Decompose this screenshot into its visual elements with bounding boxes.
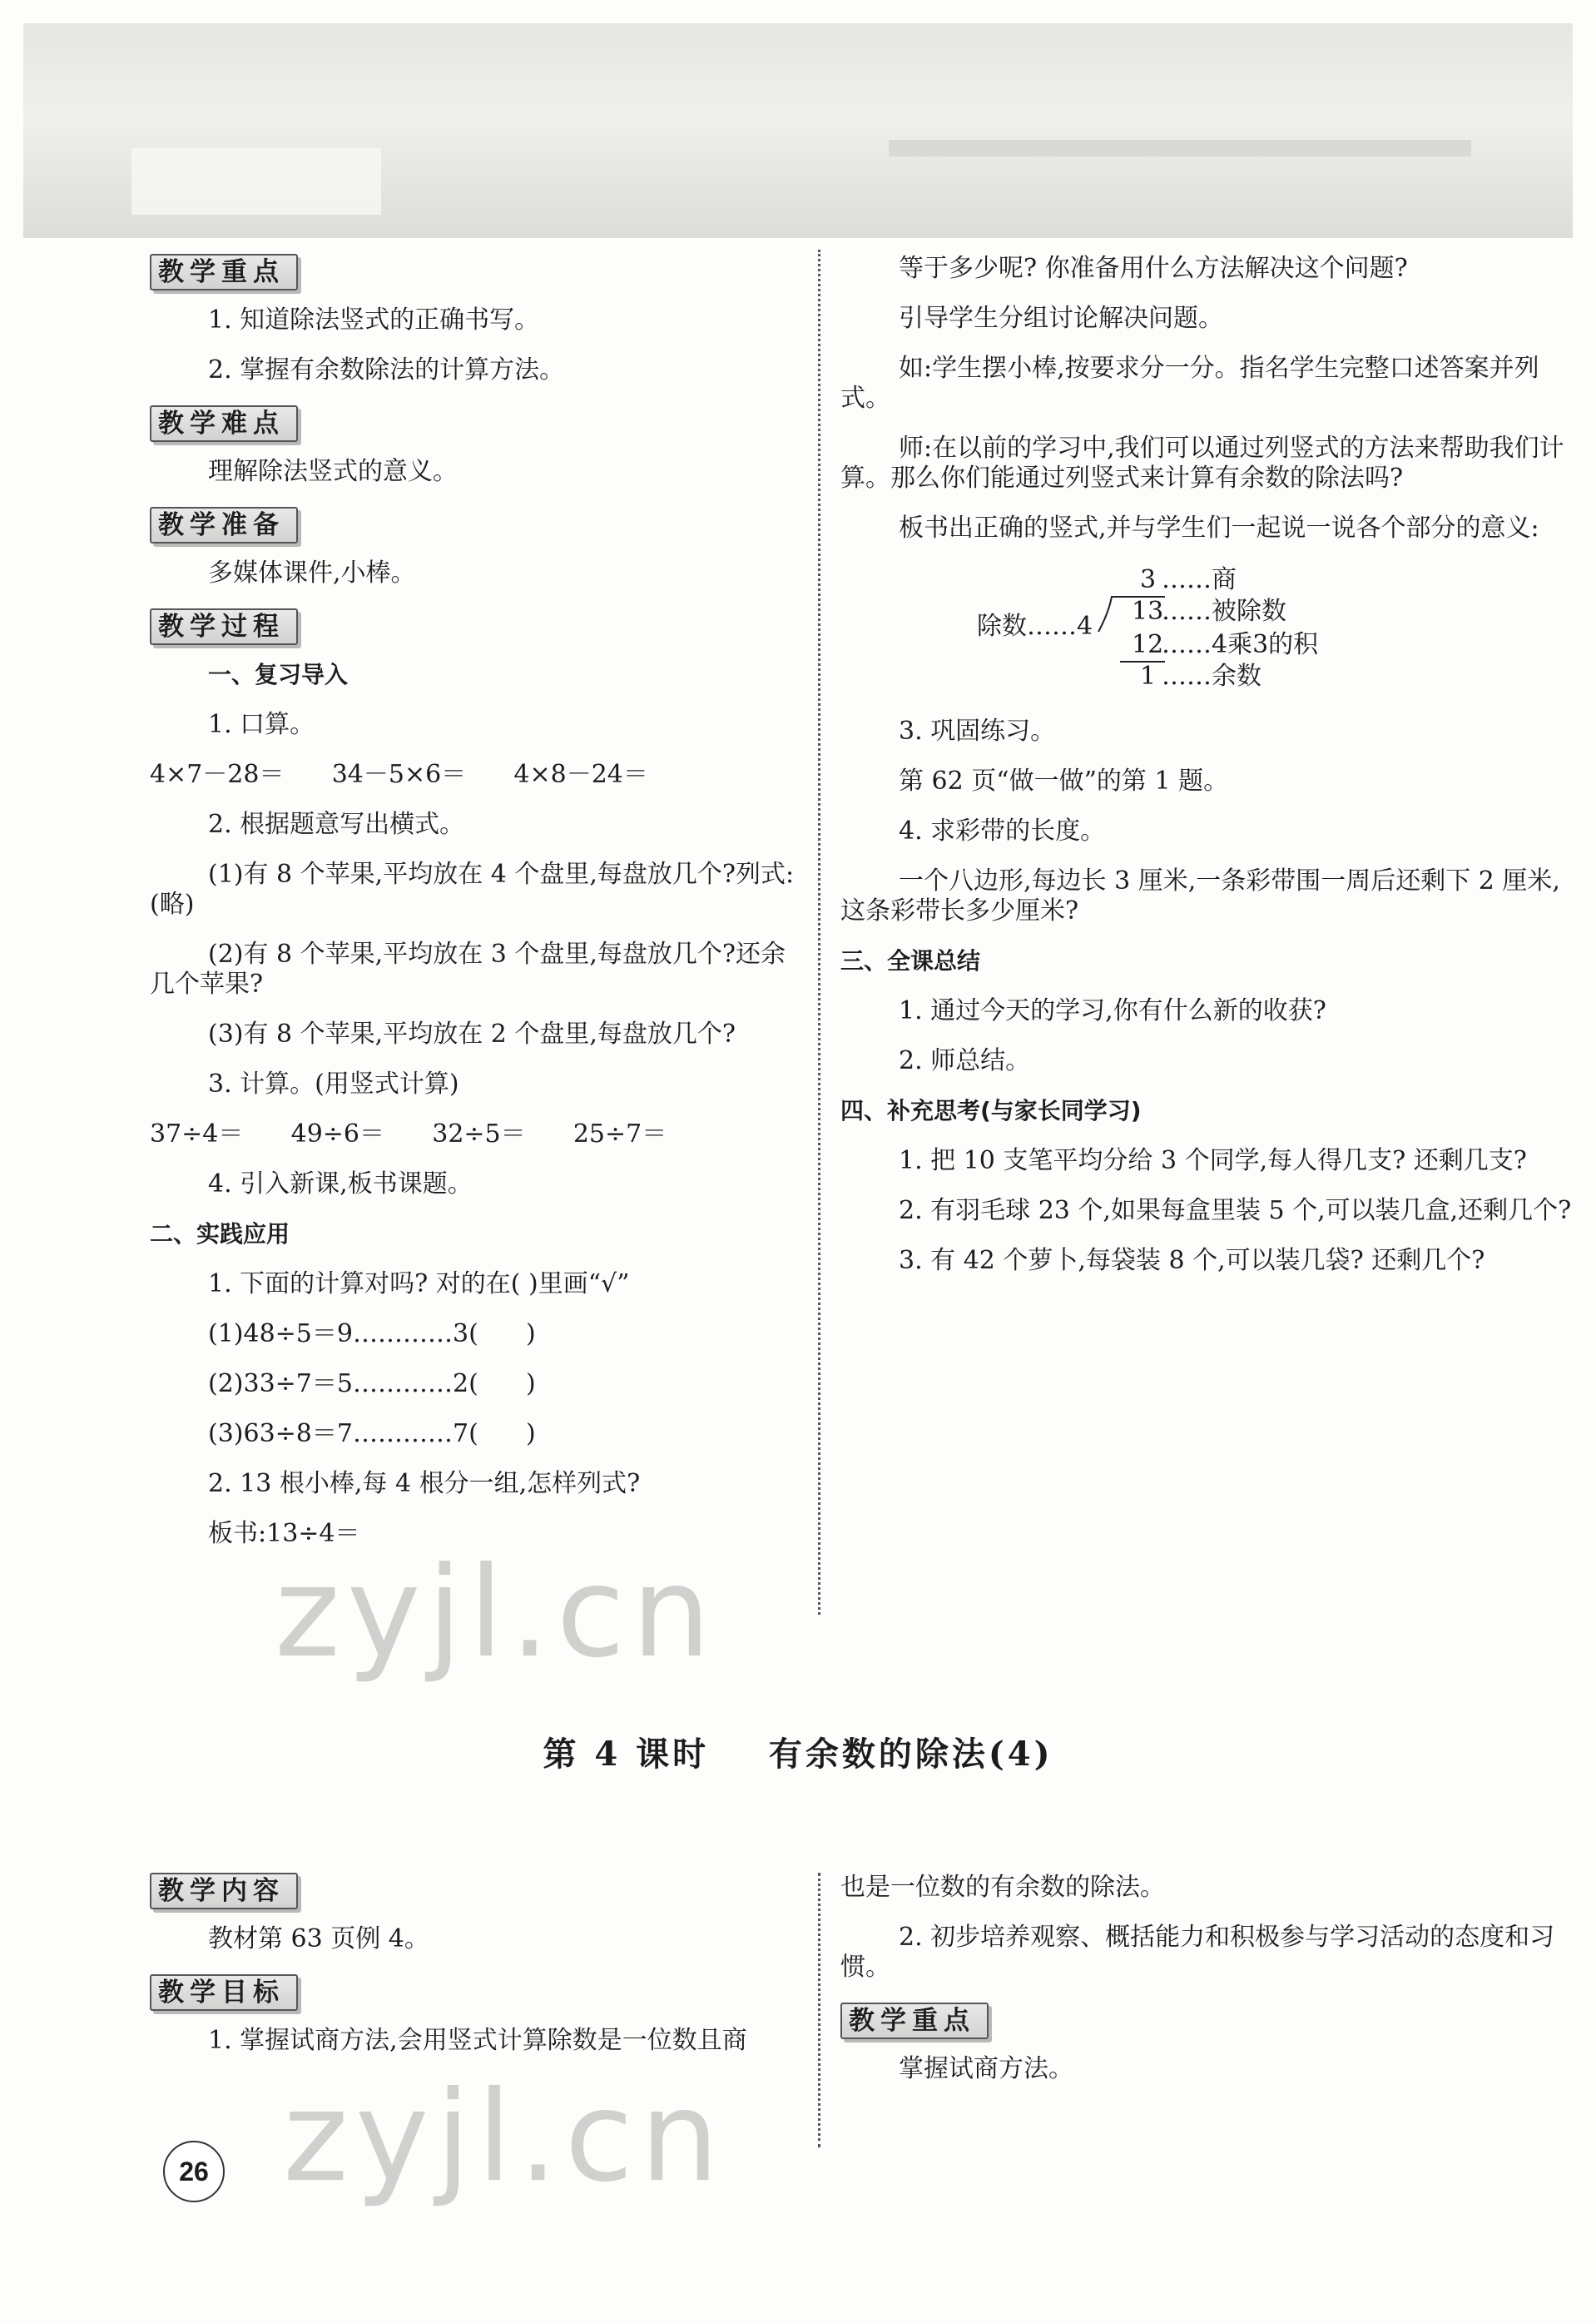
question-2: (2)有 8 个苹果,平均放在 3 个盘里,每盘放几个?还余几个苹果? — [150, 940, 786, 999]
check-item-2: (2)33÷7＝5…………2( ) — [208, 1369, 536, 1398]
right-column-top — [840, 254, 1581, 1296]
left-column-top — [150, 254, 799, 1569]
heading-teaching-preparation: 教学准备 — [150, 507, 298, 544]
column-divider-top — [818, 250, 820, 1615]
lesson-title: 第 4 课时 有余数的除法(4) — [543, 1735, 1053, 1774]
heading-teaching-process: 教学过程 — [150, 608, 298, 645]
step-new-lesson: 4. 引入新课,板书课题。 — [208, 1169, 473, 1199]
goal-item-1-continued: 也是一位数的有余数的除法。 — [840, 1873, 1165, 1902]
heading-teaching-focus: 教学重点 — [150, 254, 298, 290]
header-banner — [23, 23, 1573, 238]
banner-logo-mark — [131, 148, 381, 215]
dividend-label: ……被除数 — [1162, 597, 1286, 626]
check-item-1: (1)48÷5＝9…………3( ) — [208, 1319, 536, 1348]
section-extra-thinking: 四、补充思考(与家长同学习) — [840, 1097, 1142, 1124]
step-mental-math: 1. 口算。 — [208, 710, 315, 739]
content-text: 教材第 63 页例 4。 — [208, 1924, 429, 1953]
right-para-7: 第 62 页“做一做”的第 1 题。 — [899, 767, 1229, 796]
sticks-question: 2. 13 根小棒,每 4 根分一组,怎样列式? — [208, 1469, 641, 1498]
dividend: 13 — [1132, 597, 1164, 626]
product-label: ……4乘3的积 — [1162, 630, 1319, 659]
column-divider-bottom — [818, 1873, 820, 2147]
check-item-3: (3)63÷8＝7…………7( ) — [208, 1419, 536, 1448]
right-para-8: 4. 求彩带的长度。 — [899, 817, 1106, 846]
divisor-label: 除数……4 — [977, 612, 1093, 641]
right-para-1: 等于多少呢? 你准备用什么方法解决这个问题? — [899, 254, 1408, 283]
board-writing: 板书:13÷4＝ — [208, 1519, 360, 1548]
right-para-4: 师:在以前的学习中,我们可以通过列竖式的方法来帮助我们计算。那么你们能通过列竖式来计算有余数的除法吗? — [840, 434, 1564, 493]
product: 12 — [1132, 630, 1164, 659]
right-para-2: 引导学生分组讨论解决问题。 — [899, 304, 1223, 333]
section-summary: 三、全课总结 — [840, 947, 981, 975]
right-para-9: 一个八边形,每边长 3 厘米,一条彩带围一周后还剩下 2 厘米,这条彩带长多少厘米? — [840, 866, 1560, 926]
goal-item-2: 2. 初步培养观察、概括能力和积极参与学习活动的态度和习惯。 — [840, 1923, 1555, 1982]
focus-text-2: 掌握试商方法。 — [899, 2054, 1073, 2083]
difficulty-text: 理解除法竖式的意义。 — [208, 457, 458, 486]
banner-stripe — [889, 140, 1471, 156]
left-column-bottom — [150, 1873, 799, 2076]
right-para-11: 2. 师总结。 — [899, 1046, 1031, 1075]
question-3: (3)有 8 个苹果,平均放在 2 个盘里,每盘放几个? — [208, 1020, 736, 1049]
right-column-bottom — [840, 1873, 1581, 2104]
step-vertical-calc: 3. 计算。(用竖式计算) — [208, 1070, 459, 1099]
quotient-label: ……商 — [1162, 565, 1237, 594]
preparation-text: 多媒体课件,小棒。 — [208, 558, 416, 588]
right-para-3: 如:学生摆小棒,按要求分一分。指名学生完整口述答案并列式。 — [840, 354, 1539, 413]
watermark-bottom: zyjl.cn — [283, 2065, 726, 2210]
right-para-6: 3. 巩固练习。 — [899, 717, 1056, 746]
question-1: (1)有 8 个苹果,平均放在 4 个盘里,每盘放几个?列式:(略) — [150, 860, 795, 919]
page-number: 26 — [163, 2141, 225, 2202]
division-problems: 37÷4＝ 49÷6＝ 32÷5＝ 25÷7＝ — [150, 1119, 667, 1149]
mental-math-problems: 4×7－28＝ 34－5×6＝ 4×8－24＝ — [150, 760, 648, 789]
focus-item-1: 1. 知道除法竖式的正确书写。 — [208, 305, 540, 335]
heading-teaching-content: 教学内容 — [150, 1873, 298, 1909]
goal-item-1: 1. 掌握试商方法,会用竖式计算除数是一位数且商 — [208, 2026, 747, 2055]
right-para-10: 1. 通过今天的学习,你有什么新的收获? — [899, 996, 1326, 1025]
long-division-diagram — [840, 563, 1581, 697]
check-question: 1. 下面的计算对吗? 对的在( )里画“√” — [208, 1269, 630, 1298]
remainder: 1 — [1140, 662, 1157, 691]
focus-item-2: 2. 掌握有余数除法的计算方法。 — [208, 355, 565, 385]
section-review: 一、复习导入 — [208, 661, 349, 688]
heading-teaching-goals: 教学目标 — [150, 1974, 298, 2011]
watermark-top: zyjl.cn — [275, 1541, 718, 1685]
right-para-13: 2. 有羽毛球 23 个,如果每盒里装 5 个,可以装几盒,还剩几个? — [899, 1196, 1572, 1225]
long-division-bracket — [1090, 563, 1256, 697]
section-practice: 二、实践应用 — [150, 1220, 290, 1248]
step-write-expression: 2. 根据题意写出横式。 — [208, 810, 465, 839]
quotient: 3 — [1140, 565, 1157, 594]
right-para-5: 板书出正确的竖式,并与学生们一起说一说各个部分的意义: — [899, 514, 1539, 543]
remainder-label: ……余数 — [1162, 662, 1261, 691]
heading-teaching-focus-2: 教学重点 — [840, 2003, 989, 2039]
right-para-12: 1. 把 10 支笔平均分给 3 个同学,每人得几支? 还剩几支? — [899, 1146, 1527, 1175]
right-para-14: 3. 有 42 个萝卜,每袋装 8 个,可以装几袋? 还剩几个? — [899, 1246, 1485, 1275]
heading-teaching-difficulty: 教学难点 — [150, 405, 298, 442]
